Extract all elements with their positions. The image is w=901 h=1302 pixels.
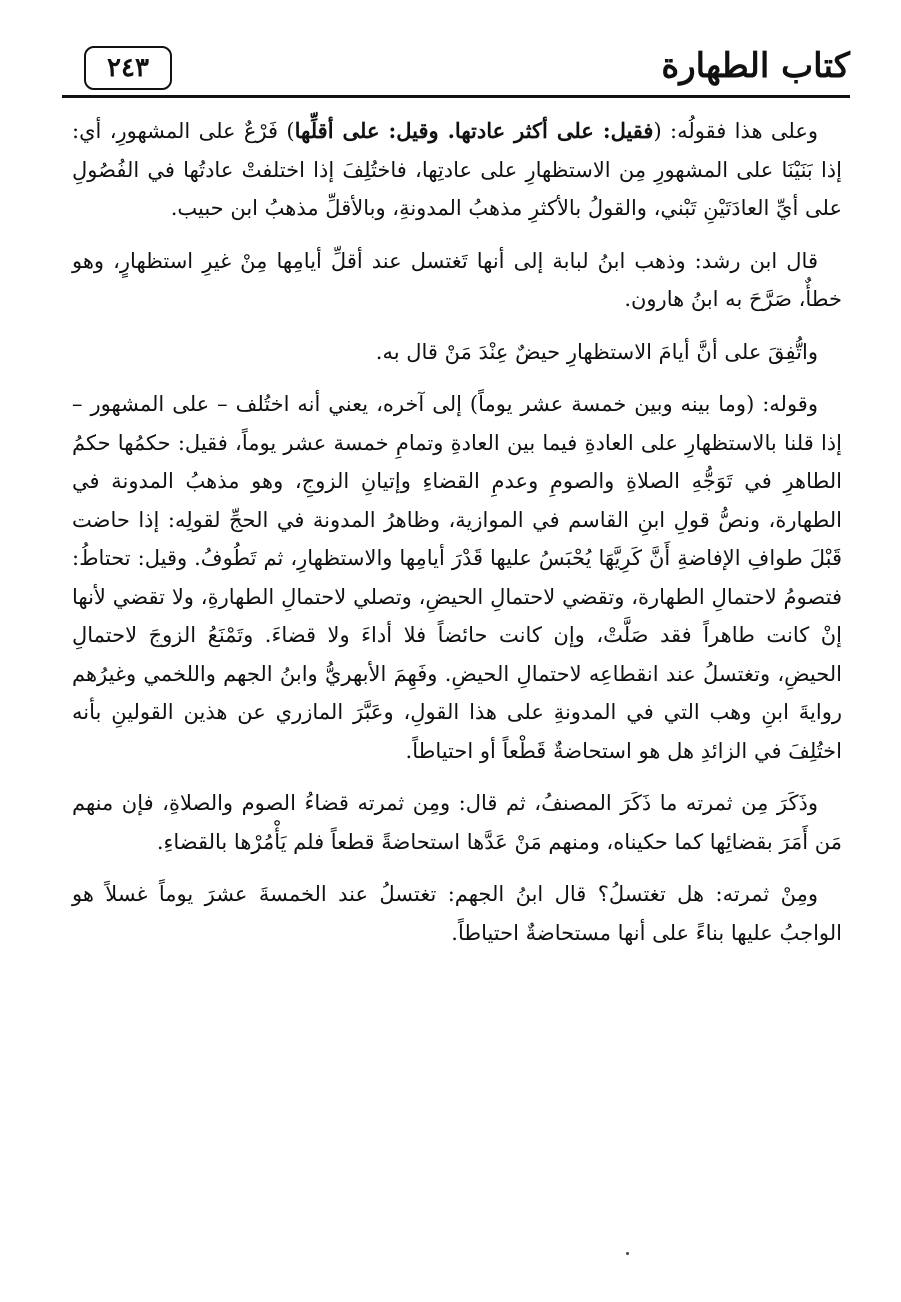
- page-number: ٢٤٣: [84, 46, 172, 90]
- main-text: [72, 112, 842, 966]
- header-rule: [62, 95, 850, 98]
- paragraph-4: وقوله: (وما بينه وبين خمسة عشر يوماً) إلى آخره، يعني أنه اختُلف – على المشهور – إذا قلنا بالاستظهارِ على العادةِ فيما بين العادةِ وتمامِ خمسة عشر يوماً، فقيل: حكمُها حكمُ الطاهرِ في تَوَجُّهِ الصلاةِ والصومِ وعدمِ القضاءِ وإتيانِ الزوجِ، وهو مذهبُ المدونة في الطهارة، ونصُّ قولِ ابنِ القاسم في الموازية، وظاهرُ المدونة في الحجِّ لقولِه: إذا حاضت قَبْلَ طوافِ الإفاضةِ أَنَّ كَرِيَّهَا يُحْبَسُ عليها قَدْرَ أيامِها والاستظهارِ، ثم تَطُوفُ. وقيل: تحتاطُ: فتصومُ لاحتمالِ الطهارة، وتقضي لاحتمالِ الحيضِ، وتصلي لاحتمالِ الطهارةِ، ولا تقضي لأنها إنْ كانت طاهراً فقد صَلَّتْ، وإن كانت حائضاً فلا أداءَ ولا قضاءَ. وتَمْنَعُ الزوجَ لاحتمالِ الحيضِ، وتغتسلُ عند انقطاعِه لاحتمالِ الحيضِ. وفَهِمَ الأبهريُّ وابنُ الجهم واللخمي وغيرُهم روايةَ ابنِ وهب التي في المدونةِ على هذا القولِ، وعَبَّرَ المازري عن هذين القولينِ بأنه اختُلِفَ في الزائدِ هل هو استحاضةٌ قَطْعاً أو احتياطاً.: [72, 392, 842, 763]
- book-title: كتاب الطهارة: [661, 46, 850, 86]
- print-speck: [626, 1252, 629, 1255]
- page-header: [62, 36, 850, 98]
- paragraph-5: وذَكَرَ مِن ثمرته ما ذَكَرَ المصنفُ، ثم قال: ومِن ثمرته قضاءُ الصوم والصلاةِ، فإن منهم مَن أَمَرَ بقضائِها كما حكيناه، ومنهم مَنْ عَدَّها استحاضةً قطعاً فلم يَأْمُرْها بالقضاءِ.: [72, 791, 842, 854]
- paragraph-1-post: ) فَرْعٌ على المشهورِ، أي: إذا بَنَيْنَا على المشهورِ مِن الاستظهارِ على عادتِها، فاختُلِفَ إذا اختلفتْ عادتُها في الفُصُولِ على أيِّ العادَتَيْنِ تَبْني، والقولُ بالأكثرِ مذهبُ المدونةِ، وبالأقلِّ مذهبُ ابن حبيب.: [72, 119, 842, 220]
- paragraph-6: ومِنْ ثمرته: هل تغتسلُ؟ قال ابنُ الجهم: تغتسلُ عند الخمسةَ عشرَ يوماً غسلاً هو الواجبُ عليها بناءً على أنها مستحاضةٌ احتياطاً.: [72, 882, 842, 945]
- paragraph-3: واتُّفِقَ على أنَّ أيامَ الاستظهارِ حيضٌ عِنْدَ مَنْ قال به.: [375, 339, 818, 364]
- paragraph-1-pre: وعلى هذا فقولُه: (: [653, 119, 819, 143]
- quoted-text: فقيل: على أكثر عادتها. وقيل: على أقلِّها: [294, 118, 654, 143]
- paragraph-2: قال ابن رشد: وذهب ابنُ لبابة إلى أنها تَغتسل عند أقلِّ أيامِها مِنْ غيرِ استظهارٍ، وهو خطأٌ، صَرَّحَ به ابنُ هارون.: [72, 248, 842, 311]
- paragraph-1: [72, 112, 842, 228]
